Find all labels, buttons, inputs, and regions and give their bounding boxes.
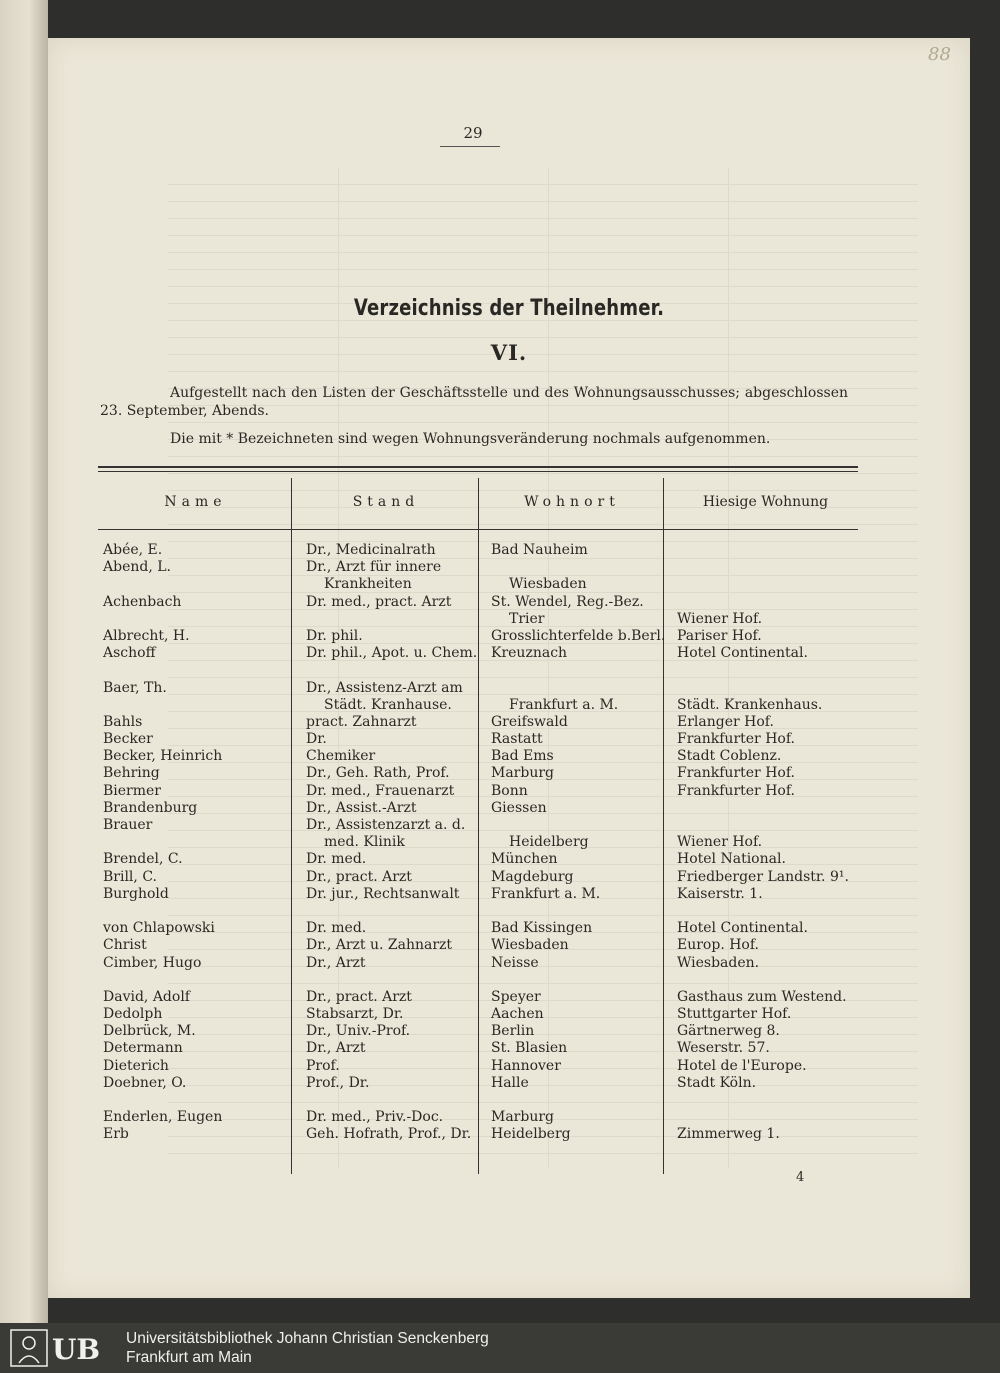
cell-hiesige-wohnung: Gärtnerweg 8. xyxy=(677,1023,780,1040)
cell-hiesige-wohnung: Hotel de l'Europe. xyxy=(677,1057,807,1074)
cell-hiesige-wohnung: Pariser Hof. xyxy=(677,627,762,644)
cell-wohnort xyxy=(491,817,666,834)
cell-hiesige-wohnung: Wiesbaden. xyxy=(677,954,760,971)
cell-name: Enderlen, Eugen xyxy=(103,1109,223,1126)
asterisk-note: Die mit * Bezeichneten sind wegen Wohnungsveränderung nochmals aufgenommen. xyxy=(170,431,771,447)
column-stand xyxy=(306,542,478,1144)
cell-wohnort: Grosslichterfelde b.Berl. xyxy=(491,627,666,644)
cell-wohnort xyxy=(491,559,666,576)
cell-stand: Krankheiten xyxy=(324,576,412,593)
cell-wohnort: Neisse xyxy=(491,954,539,971)
cell-wohnort: Berlin xyxy=(491,1023,535,1040)
cell-hiesige-wohnung xyxy=(677,594,857,611)
cell-name xyxy=(103,972,288,989)
cell-hiesige-wohnung: Stuttgarter Hof. xyxy=(677,1006,792,1023)
header-stand: Stand xyxy=(352,494,420,510)
cell-name xyxy=(103,662,288,679)
cell-name: Aschoff xyxy=(103,645,156,662)
cell-hiesige-wohnung: Stadt Köln. xyxy=(677,1074,757,1091)
cell-stand: Dr., Medicinalrath xyxy=(306,542,436,558)
cell-stand: Dr., Arzt für innere xyxy=(306,559,442,576)
cell-stand: pract. Zahnarzt xyxy=(306,713,417,730)
cell-wohnort: Halle xyxy=(491,1074,529,1091)
cell-stand: Dr., Arzt xyxy=(306,1040,366,1057)
cell-wohnort: Marburg xyxy=(491,765,555,782)
cell-wohnort xyxy=(491,1092,666,1109)
cell-name: Abée, E. xyxy=(103,542,163,558)
header-hiesige-wohnung: Hiesige Wohnung xyxy=(702,494,829,510)
column-hiesige-wohnung xyxy=(677,542,857,1144)
cell-wohnort: Kreuznach xyxy=(491,645,568,662)
cell-name: Biermer xyxy=(103,782,161,799)
page-number-rule xyxy=(440,146,500,147)
cell-stand: Prof. xyxy=(306,1057,340,1074)
cell-stand xyxy=(306,611,478,628)
intro-paragraph: Aufgestellt nach den Listen der Geschäftsstelle und des Wohnungsausschusses; abgeschlossen 23. September, Abends. xyxy=(100,385,848,419)
cell-name: Bahls xyxy=(103,713,143,730)
cell-wohnort: Frankfurt a. M. xyxy=(509,696,619,713)
cell-wohnort: Heidelberg xyxy=(491,1126,571,1143)
cell-stand: Dr. med. xyxy=(306,920,367,937)
table-top-rule xyxy=(98,466,858,468)
cell-stand: Dr., Arzt xyxy=(306,954,366,971)
cell-name: Cimber, Hugo xyxy=(103,954,202,971)
cell-hiesige-wohnung: Wiener Hof. xyxy=(677,610,763,627)
cell-name: Burghold xyxy=(103,885,169,902)
cell-hiesige-wohnung: Erlanger Hof. xyxy=(677,713,774,730)
cell-wohnort: Greifswald xyxy=(491,713,568,730)
cell-stand: Dr. jur., Rechtsanwalt xyxy=(306,885,460,902)
cell-wohnort: Giessen xyxy=(491,799,547,816)
cell-stand: Dr. med., Frauenarzt xyxy=(306,782,455,799)
header-wohnort: Wohnort xyxy=(524,494,620,510)
library-footer-bar xyxy=(0,1323,1000,1373)
header-name: Name xyxy=(164,494,227,510)
cell-stand xyxy=(306,903,478,920)
cell-wohnort: Frankfurt a. M. xyxy=(491,885,601,902)
cell-name xyxy=(103,834,288,851)
cell-hiesige-wohnung: Weserstr. 57. xyxy=(677,1040,770,1057)
cell-name: Becker, Heinrich xyxy=(103,748,223,765)
cell-wohnort xyxy=(491,680,666,697)
cell-name: Behring xyxy=(103,765,160,782)
cell-stand: Dr., pract. Arzt xyxy=(306,988,412,1005)
cell-name: Abend, L. xyxy=(103,559,171,576)
cell-stand: Dr. xyxy=(306,731,327,748)
cell-stand: Dr., Assist.-Arzt xyxy=(306,799,417,816)
cell-hiesige-wohnung: Europ. Hof. xyxy=(677,937,759,954)
page-title: Verzeichniss der Theilnehmer. xyxy=(353,296,665,321)
cell-name: Doebner, O. xyxy=(103,1074,187,1091)
column-divider-2 xyxy=(478,478,479,1174)
cell-wohnort: Wiesbaden xyxy=(491,937,569,954)
cell-hiesige-wohnung: Hotel Continental. xyxy=(677,920,808,937)
cell-hiesige-wohnung: Hotel National. xyxy=(677,851,786,868)
cell-stand: Dr., Assistenz-Arzt am xyxy=(306,679,463,696)
cell-hiesige-wohnung: Frankfurter Hof. xyxy=(677,782,795,799)
previous-page-edge xyxy=(0,0,48,1323)
cell-stand: Dr. med., Priv.-Doc. xyxy=(306,1109,444,1126)
cell-stand: Dr., Geh. Rath, Prof. xyxy=(306,765,450,782)
cell-name: Baer, Th. xyxy=(103,679,167,696)
library-name-line2: Frankfurt am Main xyxy=(126,1349,252,1366)
cell-wohnort: Trier xyxy=(509,610,545,627)
cell-wohnort xyxy=(491,662,666,679)
cell-hiesige-wohnung xyxy=(677,680,857,697)
cell-name: Brauer xyxy=(103,817,153,833)
cell-stand: Chemiker xyxy=(306,748,376,765)
cell-name: Achenbach xyxy=(103,593,182,610)
column-wohnort xyxy=(491,542,666,1144)
cell-wohnort: Hannover xyxy=(491,1057,561,1074)
cell-name: David, Adolf xyxy=(103,988,190,1005)
logo-text: UB xyxy=(52,1333,101,1366)
cell-wohnort: Bad Nauheim xyxy=(491,542,588,558)
cell-hiesige-wohnung: Hotel Continental. xyxy=(677,645,808,662)
cell-name: Brill, C. xyxy=(103,868,157,885)
footer-signature-number: 4 xyxy=(796,1170,805,1185)
cell-name: Brandenburg xyxy=(103,799,198,816)
cell-stand: Dr. phil., Apot. u. Chem. xyxy=(306,645,478,662)
cell-name: Albrecht, H. xyxy=(103,627,190,644)
cell-hiesige-wohnung xyxy=(677,542,857,559)
library-name-line1: Universitätsbibliothek Johann Christian Senckenberg xyxy=(126,1330,489,1347)
cell-wohnort: Bonn xyxy=(491,782,528,799)
intro-block xyxy=(100,384,848,448)
cell-wohnort xyxy=(491,972,666,989)
cell-name: Determann xyxy=(103,1040,183,1057)
cell-stand: Städt. Kranhause. xyxy=(324,696,452,713)
cell-wohnort xyxy=(491,903,666,920)
cell-hiesige-wohnung: Wiener Hof. xyxy=(677,834,763,851)
cell-hiesige-wohnung xyxy=(677,576,857,593)
cell-name: Becker xyxy=(103,731,153,748)
cell-hiesige-wohnung xyxy=(677,662,857,679)
cell-hiesige-wohnung: Stadt Coblenz. xyxy=(677,748,782,765)
cell-name: Delbrück, M. xyxy=(103,1023,196,1040)
cell-wohnort: Heidelberg xyxy=(509,834,589,851)
cell-wohnort: Speyer xyxy=(491,988,541,1005)
cell-wohnort: St. Blasien xyxy=(491,1040,568,1057)
cell-hiesige-wohnung xyxy=(677,972,857,989)
cell-stand: Dr. med. xyxy=(306,851,367,868)
cell-hiesige-wohnung xyxy=(677,1092,857,1109)
cell-name: Dedolph xyxy=(103,1006,163,1023)
cell-hiesige-wohnung: Städt. Krankenhaus. xyxy=(677,696,823,713)
cell-name: Erb xyxy=(103,1126,129,1143)
cell-wohnort: Bad Kissingen xyxy=(491,920,593,937)
cell-name: Dieterich xyxy=(103,1057,169,1074)
cell-stand: Dr., Univ.-Prof. xyxy=(306,1023,411,1040)
cell-stand xyxy=(306,662,478,679)
cell-wohnort: Magdeburg xyxy=(491,868,574,885)
cell-stand: Dr., Arzt u. Zahnarzt xyxy=(306,937,453,954)
cell-stand: Prof., Dr. xyxy=(306,1074,370,1091)
cell-hiesige-wohnung: Zimmerweg 1. xyxy=(677,1126,780,1143)
cell-name: Christ xyxy=(103,937,147,954)
cell-stand: Dr., Assistenzarzt a. d. xyxy=(306,817,466,833)
table-top-rule-inner xyxy=(98,471,858,472)
cell-stand: Dr. phil. xyxy=(306,627,363,644)
cell-hiesige-wohnung xyxy=(677,559,857,576)
cell-hiesige-wohnung: Kaiserstr. 1. xyxy=(677,885,763,902)
cell-name xyxy=(103,576,288,593)
cell-name xyxy=(103,697,288,714)
cell-stand xyxy=(306,1092,478,1109)
cell-stand: Geh. Hofrath, Prof., Dr. xyxy=(306,1126,472,1143)
cell-wohnort: Bad Ems xyxy=(491,748,554,765)
handwritten-corner-mark: 88 xyxy=(928,44,951,65)
column-divider-1 xyxy=(291,478,292,1174)
cell-name xyxy=(103,611,288,628)
cell-name: von Chlapowski xyxy=(103,920,215,937)
section-numeral: VI. xyxy=(490,340,528,365)
cell-hiesige-wohnung: Frankfurter Hof. xyxy=(677,731,795,748)
cell-stand: med. Klinik xyxy=(324,834,405,851)
cell-name xyxy=(103,903,288,920)
cell-hiesige-wohnung xyxy=(677,903,857,920)
cell-stand xyxy=(306,972,478,989)
cell-name: Brendel, C. xyxy=(103,851,183,868)
cell-hiesige-wohnung xyxy=(677,800,857,817)
cell-hiesige-wohnung xyxy=(677,817,857,834)
cell-stand: Stabsarzt, Dr. xyxy=(306,1006,404,1023)
cell-name xyxy=(103,1092,288,1109)
cell-wohnort: Aachen xyxy=(491,1006,544,1023)
library-name xyxy=(126,1329,489,1367)
cell-hiesige-wohnung xyxy=(677,1109,857,1126)
cell-wohnort: München xyxy=(491,851,558,868)
cell-hiesige-wohnung: Frankfurter Hof. xyxy=(677,765,795,782)
cell-stand: Dr., pract. Arzt xyxy=(306,868,412,885)
document-page xyxy=(48,38,970,1298)
ub-logo-icon xyxy=(10,1329,118,1367)
cell-hiesige-wohnung: Friedberger Landstr. 9¹. xyxy=(677,868,849,885)
column-name xyxy=(103,542,288,1144)
page-number: 29 xyxy=(463,124,483,142)
cell-hiesige-wohnung: Gasthaus zum Westend. xyxy=(677,988,847,1005)
cell-wohnort: St. Wendel, Reg.-Bez. xyxy=(491,593,644,610)
cell-wohnort: Marburg xyxy=(491,1109,555,1126)
cell-wohnort: Rastatt xyxy=(491,731,543,748)
cell-wohnort: Wiesbaden xyxy=(509,576,587,593)
cell-stand: Dr. med., pract. Arzt xyxy=(306,593,452,610)
